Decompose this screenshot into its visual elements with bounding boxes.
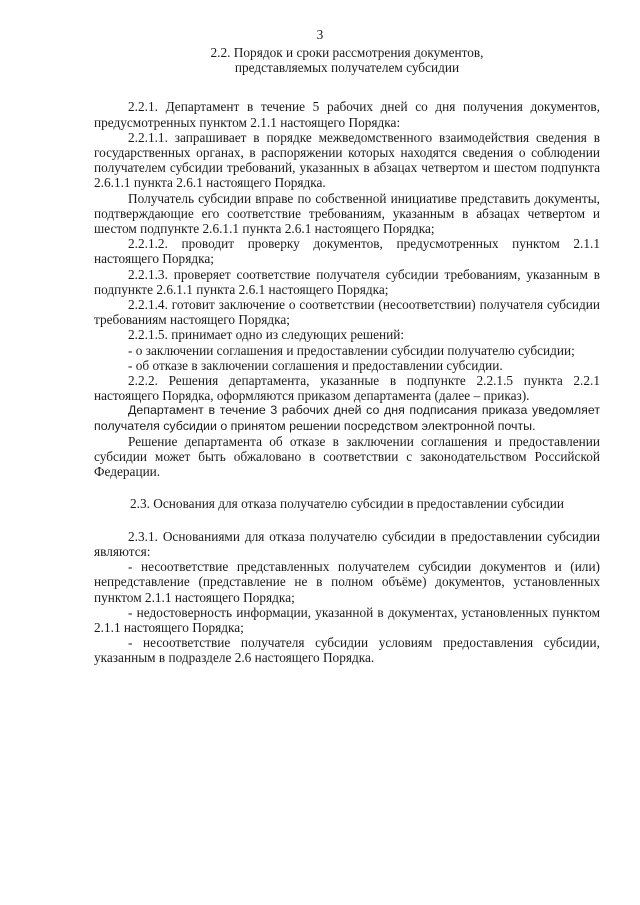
section-heading-2-2-line2: представляемых получателем субсидии: [234, 60, 460, 76]
section-heading-2-3: 2.3. Основания для отказа получателю субсидии в предоставлении субсидии: [130, 496, 564, 512]
section-heading-2-2-line1: 2.2. Порядок и сроки рассмотрения документов,: [210, 45, 484, 60]
paragraph-recipient-right: Получатель субсидии вправе по собственной инициативе представить документы, подтверждающие его соответствие требованиям, указанным в абзацах четвертом и шестом подпункте 2.6.1.1 пункта 2.6.1 настоящего Порядка;: [94, 190, 600, 237]
page-number: 3: [316, 27, 324, 42]
section-heading-2-2: [94, 45, 600, 75]
paragraph-notification: Департамент в течение 3 рабочих дней со дня подписания приказа уведомляет получателя субсидии о принятом решении посредством электронной почты.: [94, 403, 600, 433]
paragraph-2-2-1-4: 2.2.1.4. готовит заключение о соответствии (несоответствии) получателя субсидии требованиям настоящего Порядка;: [94, 297, 600, 328]
paragraph-2-2-1-3: 2.2.1.3. проверяет соответствие получателя субсидии требованиям, указанным в подпункте 2.6.1.1 пункта 2.6.1 настоящего Порядка;: [94, 266, 600, 297]
document-body: [94, 45, 600, 666]
paragraph-2-2-1-2: 2.2.1.2. проводит проверку документов, предусмотренных пунктом 2.1.1 настоящего Порядка;: [94, 236, 600, 267]
list-item-decision-refuse: - об отказе в заключении соглашения и предоставлении субсидии.: [128, 357, 503, 373]
paragraph-2-2-1: 2.2.1. Департамент в течение 5 рабочих дней со дня получения документов, предусмотренных пунктом 2.1.1 настоящего Порядка:: [94, 99, 600, 130]
paragraph-2-2-1-5: 2.2.1.5. принимает одно из следующих решений:: [128, 327, 405, 343]
paragraph-2-2-2: 2.2.2. Решения департамента, указанные в подпункте 2.2.1.5 пункта 2.2.1 настоящего Порядка, оформляются приказом департамента (далее – приказ).: [94, 373, 600, 404]
paragraph-2-3-1: 2.3.1. Основаниями для отказа получателю субсидии в предоставлении субсидии являются:: [94, 528, 600, 559]
paragraph-2-2-1-1: 2.2.1.1. запрашивает в порядке межведомственного взаимодействия сведения в государственных органах, в распоряжении которых находятся сведения о соблюдении получателем субсидии требований, указанных в абзацах четвертом и шестом подпункта 2.6.1.1 пункта 2.6.1 настоящего Порядка.: [94, 129, 600, 191]
list-item-noncompliance-documents: - несоответствие представленных получателем субсидии документов и (или) непредставление (представление не в полном объёме) документов, установленных пунктом 2.1.1 настоящего Порядка;: [94, 559, 600, 605]
list-item-inaccurate-information: - недостоверность информации, указанной в документах, установленных пунктом 2.1.1 настоящего Порядка;: [94, 604, 600, 635]
paragraph-appeal: Решение департамента об отказе в заключении соглашения и предоставлении субсидии может быть обжаловано в соответствии с законодательством Российской Федерации.: [94, 433, 600, 480]
list-item-decision-grant: - о заключении соглашения и предоставлении субсидии получателю субсидии;: [128, 342, 575, 358]
list-item-noncompliance-conditions: - несоответствие получателя субсидии условиям предоставления субсидии, указанным в подразделе 2.6 настоящего Порядка.: [94, 635, 600, 666]
